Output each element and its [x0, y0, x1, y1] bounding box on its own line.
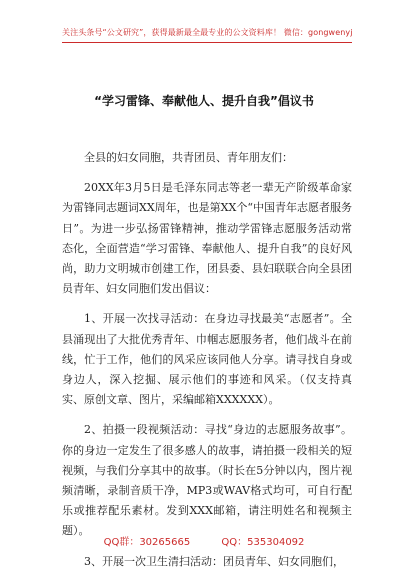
document-body	[62, 148, 352, 582]
footer-qq-group: QQ群：30265665	[103, 537, 191, 548]
header-divider	[62, 42, 352, 43]
salutation: 全县的妇女同胞，共青团员、青年朋友们：	[84, 151, 293, 164]
footer-contact	[0, 533, 408, 548]
footer-qq: QQ：535304092	[221, 537, 305, 548]
paragraph: 20XX年3月5日是毛泽东同志等老一辈无产阶级革命家为雷锋同志题词XX周年，也是第XX个“中国青年志愿者服务日”。为进一步弘扬雷锋精神，推动学雷锋志愿服务活动常态化，全面营造“学习雷锋、奉献他人、提升自我”的良好风尚，助力文明城市创建工作，团县委、县妇联联合向全县团员青年、妇女同胞们发出倡议：	[62, 181, 352, 296]
paragraph: 3、开展一次卫生清扫活动：团员青年、妇女同胞们，	[84, 554, 344, 568]
header-banner: 关注头条号“公文研究”，获得最新最全最专业的公文资料库！ 微信：gongwenyj	[62, 28, 353, 37]
paragraph: 2、拍摄一段视频活动：寻找“身边的志愿服务故事”。你的身边一定发生了很多感人的故事，请拍摄一段相关的短视频，与我们分享其中的故事。（时长在5分钟以内，图片视频清晰，录制音质干净，MP3或WAV格式均可，可自行配乐或推荐配乐素材。发到XXX邮箱，请注明姓名和视频主题）。	[62, 423, 352, 538]
document-title: “学习雷锋、奉献他人、提升自我”倡议书	[94, 94, 314, 108]
paragraph: 1、开展一次找寻活动：在身边寻找最美“志愿者”。全县涌现出了大批优秀青年、巾帼志愿服务者，他们战斗在前线，忙于工作，他们的风采应该同他人分享。请寻找自身或身边人，深入挖掘、展示他们的事迹和风采。（仅支持真实、原创文章、图片，采编邮箱XXXXXX）。	[62, 312, 352, 407]
